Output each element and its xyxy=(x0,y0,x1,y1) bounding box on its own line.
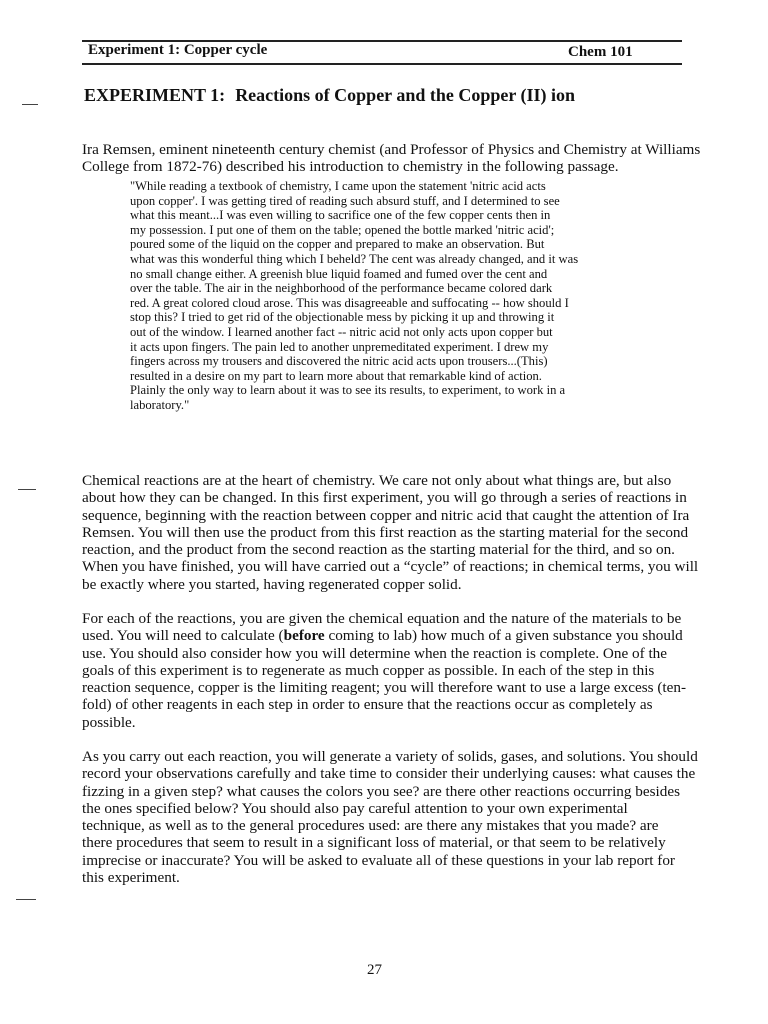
page-number: 27 xyxy=(367,962,382,978)
paragraph-line: use. You should also consider how you will determine when the reaction is complete. One of the xyxy=(82,644,668,662)
paragraph-line: this experiment. xyxy=(82,869,180,887)
paragraph-line: As you carry out each reaction, you will generate a variety of solids, gases, and solutions. You should xyxy=(82,748,698,765)
paragraph-observations xyxy=(82,748,730,886)
paragraph-line: Remsen. You will then use the product from this first reaction as the starting material for the second xyxy=(82,523,689,541)
margin-punch-mark xyxy=(16,899,36,900)
paragraph-line: technique, as well as to the general procedures used: are there any mistakes that you made? are xyxy=(82,817,659,835)
paragraph-line: the ones specified below? You should also pay careful attention to your own experimental xyxy=(82,799,628,817)
quote-line: it acts upon fingers. The pain led to another unpremeditated experiment. I drew my xyxy=(130,339,549,354)
title-experiment-number: EXPERIMENT 1: xyxy=(84,85,226,105)
intro-paragraph xyxy=(82,141,730,176)
remsen-quote xyxy=(130,179,650,413)
paragraph-line: reaction, and the product from the second reaction as the starting material for the third, and so on. xyxy=(82,541,675,559)
running-header-title: Experiment 1: Copper cycle xyxy=(88,42,268,58)
quote-line: resulted in a desire on my part to learn more about that remarkable kind of action. xyxy=(130,368,542,383)
paragraph-line: fold) of other reagents in each step in order to ensure that the reactions occur as completely as xyxy=(82,696,653,714)
paragraph-line: there procedures that seem to result in a significant loss of material, or that seem to be relatively xyxy=(82,834,666,852)
running-header-course: Chem 101 xyxy=(568,44,633,60)
quote-line: no small change either. A greenish blue liquid foamed and fumed over the cent and xyxy=(130,266,548,281)
paragraph-line: Chemical reactions are at the heart of chemistry. We care not only about what things are, but also xyxy=(82,472,672,489)
quote-line: fingers across my trousers and discovered the nitric acid acts upon trousers...(This) xyxy=(130,354,548,369)
paragraph-chemical-reactions xyxy=(82,472,730,593)
paragraph-line: possible. xyxy=(82,713,136,731)
paragraph-line: fizzing in a given step? what causes the colors you see? are there other reactions occurring besides xyxy=(82,782,680,800)
paragraph-line: record your observations carefully and take time to consider their underlying causes: what causes the xyxy=(82,765,696,783)
quote-line: over the table. The air in the neighborhood of the performance became colored dark xyxy=(130,281,553,296)
quote-line: my possession. I put one of them on the table; opened the bottle marked 'nitric acid'; xyxy=(130,222,555,237)
paragraph-line: be exactly where you started, having regenerated copper solid. xyxy=(82,575,462,593)
paragraph-line: goals of this experiment is to regenerate as much copper as possible. In each of the step in this xyxy=(82,661,655,679)
paragraph-line: For each of the reactions, you are given the chemical equation and the nature of the materials to be xyxy=(82,610,682,627)
title-topic: Reactions of Copper and the Copper (II) ion xyxy=(235,85,576,105)
quote-line: Plainly the only way to learn about it was to see its results, to experiment, to work in a xyxy=(130,383,566,398)
paragraph-line: sequence, beginning with the reaction between copper and nitric acid that caught the attention of Ira xyxy=(82,506,690,524)
paragraph-line: When you have finished, you will have carried out a “cycle” of reactions; in chemical terms, you will xyxy=(82,558,699,576)
quote-line: laboratory." xyxy=(130,397,190,412)
page-title xyxy=(84,85,575,106)
quote-line: "While reading a textbook of chemistry, I came upon the statement 'nitric acid acts xyxy=(130,179,546,193)
emphasis-before: before xyxy=(283,627,325,645)
paragraph-line: about how they can be changed. In this first experiment, you will go through a series of reactions in xyxy=(82,489,687,507)
paragraph-calculations xyxy=(82,610,730,731)
quote-line: red. A great colored cloud arose. This was disagreeable and suffocating -- how should I xyxy=(130,295,569,310)
paragraph-line: reaction sequence, copper is the limiting reagent; you will therefore want to use a large excess (ten- xyxy=(82,679,687,697)
paragraph-text: used. You will need to calculate ( xyxy=(82,627,284,645)
quote-line: upon copper'. I was getting tired of reading such absurd stuff, and I determined to see xyxy=(130,193,560,208)
header-rule-bottom xyxy=(82,63,682,65)
margin-punch-mark xyxy=(18,489,36,490)
paragraph-line xyxy=(82,627,730,644)
quote-line: what this meant...I was even willing to sacrifice one of the few copper cents then in xyxy=(130,208,551,223)
quote-line: out of the window. I learned another fact -- nitric acid not only acts upon copper but xyxy=(130,324,553,339)
quote-line: poured some of the liquid on the copper and prepared to make an observation. But xyxy=(130,237,545,252)
paragraph-line: imprecise or inaccurate? You will be asked to evaluate all of these questions in your lab report for xyxy=(82,851,675,869)
intro-line: Ira Remsen, eminent nineteenth century chemist (and Professor of Physics and Chemistry at Williams xyxy=(82,141,701,158)
paragraph-text: coming to lab) how much of a given substance you should xyxy=(324,627,683,645)
intro-line: College from 1872-76) described his introduction to chemistry in the following passage. xyxy=(82,158,619,176)
quote-line: stop this? I tried to get rid of the objectionable mess by picking it up and throwing it xyxy=(130,310,555,325)
margin-punch-mark xyxy=(22,104,38,105)
quote-line: what was this wonderful thing which I beheld? The cent was already changed, and it was xyxy=(130,251,579,266)
